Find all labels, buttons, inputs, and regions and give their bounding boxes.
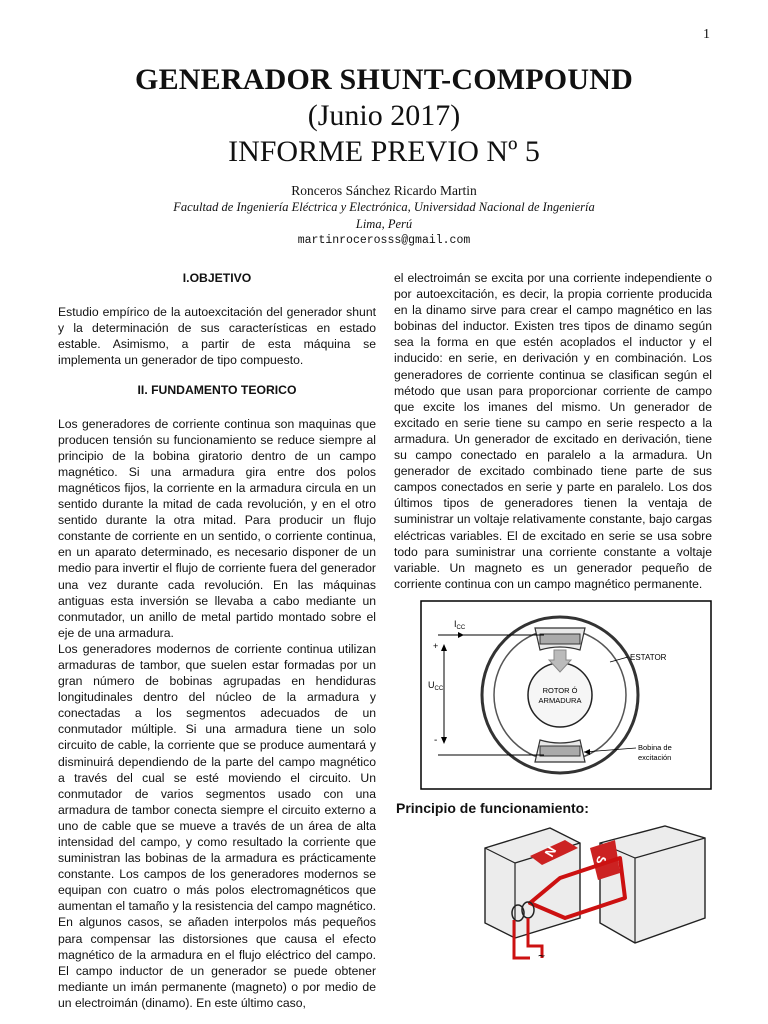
fundamento-paragraph-1: Los generadores de corriente continua son maquinas que producen tensión su funcionamiento se reduce siempre al principio de la bobina giratorio dentro de un campo magnético. Si una armadura gira entre dos polos magnéticos fijos, la corriente en la armadura circula en un sentido durante la mitad de cada revolución, y en el otro sentido durante la otra mitad. Para producir un flujo constante de corriente en un sentido, o corriente continua, en un aparato determinado, es necesario disponer de un medio para invertir el flujo de corriente fuera del generador una vez durante cada revolución. En las máquinas antiguas esta inversión se llevaba a cabo mediante un conmutador, un anillo de metal partido montado sobre el eje de una armadura. (58, 416, 376, 640)
current-arrow (458, 632, 464, 638)
affiliation: Facultad de Ingeniería Eléctrica y Electrónica, Universidad Nacional de Ingeniería (173, 200, 595, 214)
author-email: martinrocerosss@gmail.com (297, 234, 471, 247)
fundamento-paragraph-2: Los generadores modernos de corriente continua utilizan armaduras de tambor, que suelen estar formadas por un gran número de bobinas agrupadas en hendiduras longitudinales dentro del núcleo de la armadura y conectadas a los segmentos adecuados de un conmutador múltiple. Si una armadura tiene un solo circuito de cable, la corriente que se produce aumentará y disminuirá dependiendo de la parte del campo magnético a través del cual se esté moviendo el circuito. Un conmutador de varios segmentos usado con una armadura de tambor conecta siempre el circuito externo a uno de cable que se mueve a través de un área de alta intensidad del campo, y como resultado la corriente que suministran las bobinas de la armadura es prácticamente constante. Los campos de los generadores modernos se equipan con cuatro o más polos electromagnéticos que aumentan el tamaño y la resistencia del campo magnético. En algunos casos, se añaden interpolos más pequeños para compensar las distorsiones que causa el efecto magnético de la armadura en el flujo eléctrico del campo. El campo inductor de un generador se puede obtener mediante un imán permanente (magneto) o por medio de un electroimán (dinamo). En este último caso, (58, 641, 376, 1010)
page-number: 1 (703, 27, 710, 42)
bobina-leader-arrow (584, 749, 590, 755)
objetivo-heading: I.OBJETIVO (182, 271, 252, 285)
generator-schematic-svg (420, 600, 712, 790)
bobina-leader (584, 748, 636, 752)
label-estator: ESTATOR (630, 653, 667, 662)
label-plus: + (433, 641, 439, 651)
label-ucc: $U_{CC}$ (428, 680, 444, 692)
top-field-coil (540, 634, 580, 644)
title-block (0, 62, 768, 248)
bottom-field-coil (540, 746, 580, 756)
affiliation-location: Lima, Perú (355, 217, 413, 231)
principio-heading: Principio de funcionamiento: (396, 800, 589, 816)
right-column (394, 270, 712, 592)
label-rotor-2: ARMADURA (538, 696, 582, 705)
objetivo-paragraph: Estudio empírico de la autoexcitación del generador shunt y la determinación de sus características en estado estable. Asimismo, a partir de esta máquina se implementa un generador de tipo compuesto. (58, 305, 376, 368)
fundamento-heading: II. FUNDAMENTO TEORICO (137, 383, 297, 398)
label-icc: $I_{CC}$ (454, 619, 466, 631)
label-n: N (541, 843, 560, 860)
paper-date: (Junio 2017) (307, 99, 461, 132)
label-minus: - (434, 735, 438, 746)
label-bobina-2: excitación (638, 753, 672, 762)
label-bobina-1: Bobina de (638, 743, 672, 752)
label-s: S (592, 853, 610, 868)
voltage-arrow-up (441, 644, 447, 651)
right-paragraph: el electroimán se excita por una corriente independiente o por autoexcitación, es decir, la propia corriente producida en la dinamo sirve para crear el campo magnético en las bobinas del inductor. Existen tres tipos de dinamo según sea la forma en que estén acoplados el inductor y el inducido: en serie, en derivación y en combinación. Los generadores de corriente continua se clasifican según el método que usan para proporcionar corriente de campo que excite los imanes del mismo. Un generador de excitado en serie tiene su campo en serie respecto a la armadura. Un generador de excitado en derivación, tiene su campo conectado en paralelo a la armadura. Un generador de excitado combinado tiene parte de sus campos conectados en serie y parte en paralelo. Los dos últimos tipos de generadores tienen la ventaja de suministrar un voltaje relativamente constante, bajo cargas eléctricas variables. El de excitado en serie se usa sobre todo para suministrar una corriente constante a voltaje variable. Un magneto es un generador pequeño de corriente continua con un campo magnético permanente. (394, 271, 712, 591)
author-name: Ronceros Sánchez Ricardo Martin (291, 183, 477, 198)
label-rotor-1: ROTOR Ó (542, 686, 578, 695)
paper-title: GENERADOR SHUNT-COMPOUND (135, 63, 633, 96)
voltage-arrow-down (441, 737, 447, 744)
paper-subtitle: INFORME PREVIO Nº 5 (228, 135, 540, 168)
right-magnet-block (600, 826, 705, 943)
magnet-principle-figure (470, 818, 715, 968)
magnet-principle-svg (470, 818, 715, 968)
generator-schematic-figure (420, 600, 712, 790)
estator-leader (610, 657, 628, 662)
left-column (58, 270, 376, 1011)
ac-symbol: ~ (538, 949, 546, 963)
